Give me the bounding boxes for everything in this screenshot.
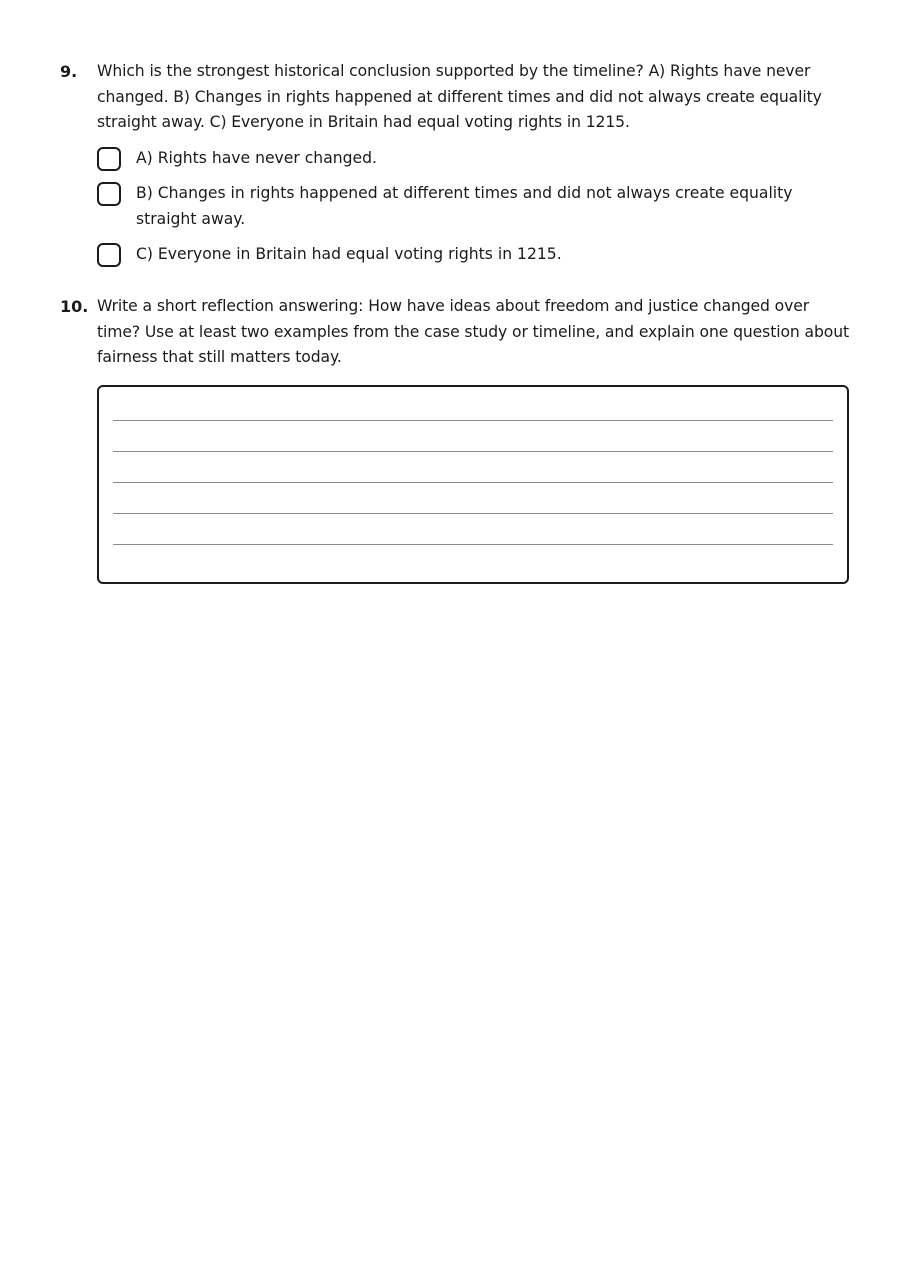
answer-line xyxy=(113,451,833,452)
option-label: A) Rights have never changed. xyxy=(136,148,377,167)
question-text: Write a short reflection answering: How have ideas about freedom and justice changed over time? Use at least two examples from the case study or timeline, and explain one question about fairness that still matters today. xyxy=(97,297,850,366)
answer-line xyxy=(113,544,833,545)
option-label: C) Everyone in Britain had equal voting rights in 1215. xyxy=(136,245,562,263)
option-label: B) Changes in rights happened at different times and did not always create equality straight away. xyxy=(136,184,793,228)
question-10 xyxy=(60,294,850,584)
checkbox-icon[interactable] xyxy=(97,243,121,267)
question-text: Which is the strongest historical conclusion supported by the timeline? A) Rights have never changed. B) Changes in rights happened at different times and did not always create equality straight away. C) Everyone in Britain had equal voting rights in 1215. xyxy=(97,62,822,131)
question-number: 9. xyxy=(60,62,78,81)
checkbox-icon[interactable] xyxy=(97,182,121,206)
answer-options xyxy=(97,146,850,268)
checkbox-icon[interactable] xyxy=(97,147,121,171)
answer-line xyxy=(113,513,833,514)
answer-line xyxy=(113,420,833,421)
option-c[interactable] xyxy=(97,242,850,268)
option-b[interactable] xyxy=(97,181,850,232)
option-a[interactable] xyxy=(97,146,850,172)
question-9 xyxy=(60,59,850,278)
answer-text-area[interactable] xyxy=(97,385,849,584)
question-number: 10. xyxy=(60,297,89,316)
answer-line xyxy=(113,482,833,483)
